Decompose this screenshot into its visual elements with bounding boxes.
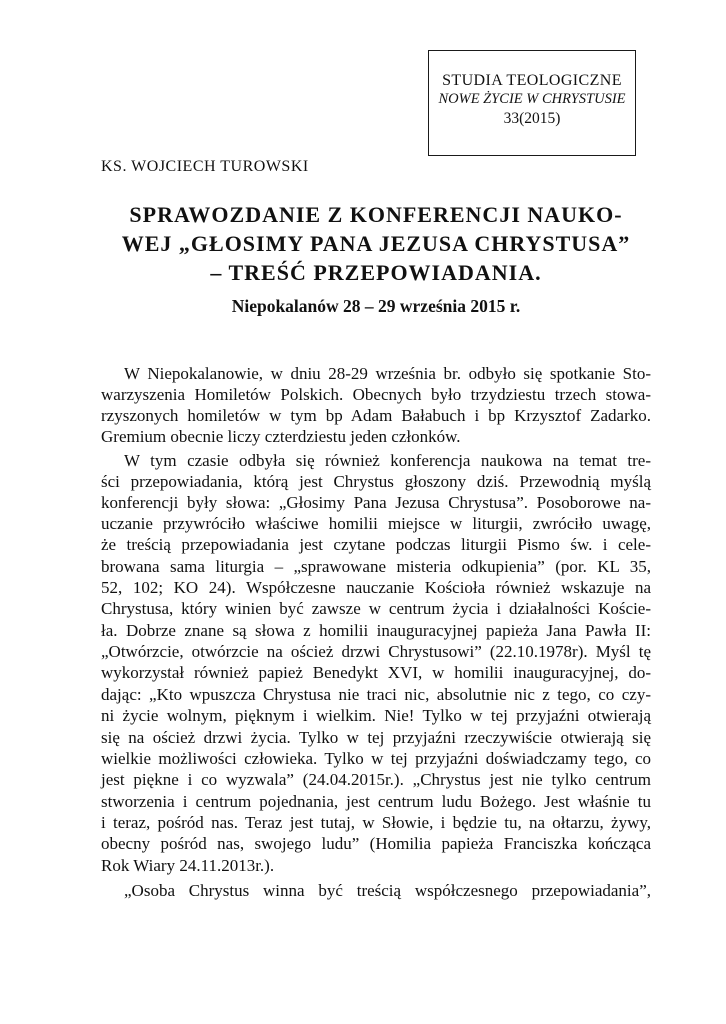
body-text-line: dając: „Kto wpuszcza Chrystusa nie traci nic, absolutnie nic z tego, co czy- xyxy=(101,685,651,704)
body-text-line: 52, 102; KO 24). Współczesne nauczanie Kościoła również wskazuje na xyxy=(101,578,651,597)
journal-header-box xyxy=(428,50,636,156)
body-text-line: W tym czasie odbyła się również konferencja naukowa na temat tre- xyxy=(124,451,651,470)
body-text-line: Chrystusa, który winien być zawsze w centrum życia i działalności Koście- xyxy=(101,599,651,618)
body-text-line: ła. Dobrze znane są słowa z homilii inauguracyjnej papieża Jana Pawła II: xyxy=(101,621,651,640)
body-text-line: się na oścież drzwi życia. Tylko w tej przyjaźni rzeczywiście otwierają się xyxy=(101,728,651,747)
journal-issue: 33(2015) xyxy=(503,110,561,127)
article-title-block xyxy=(101,202,651,322)
body-text-line: rzyszonych homiletów w tym bp Adam Bałabuch i bp Krzysztof Zadarko. xyxy=(101,406,651,425)
body-text-line: obecny pośród nas, swojego ludu” (Homilia papieża Franciszka kończąca xyxy=(101,834,651,853)
body-text-line: ści przepowiadania, którą jest Chrystus głoszony dziś. Przewodnią myślą xyxy=(101,472,651,491)
body-text-line: konferencji były słowa: „Głosimy Pana Jezusa Chrystusa”. Posoborowe na- xyxy=(101,493,651,512)
body-text-line: Gremium obecnie liczy czterdziestu jeden członków. xyxy=(101,427,461,446)
body-text-line: Rok Wiary 24.11.2013r.). xyxy=(101,856,275,875)
body-text-line: W Niepokalanowie, w dniu 28-29 września br. odbyło się spotkanie Sto- xyxy=(124,364,651,383)
body-text-line: browana sama liturgia – „sprawowane misteria odkupienia” (por. KL 35, xyxy=(101,557,651,576)
journal-name: STUDIA TEOLOGICZNE xyxy=(442,72,622,89)
body-text-line: ni życie wolnym, pięknym i wielkim. Nie! Tylko w tej przyjaźni otwierają xyxy=(101,706,651,725)
body-text-line: uczanie przywróciło właściwe homilii miejsce w liturgii, zwróciło uwagę, xyxy=(101,514,651,533)
body-text-line: i teraz, pośród nas. Teraz jest tutaj, w Słowie, i będzie tu, na ołtarzu, żywy, xyxy=(101,813,651,832)
article-author: KS. WOJCIECH TUROWSKI xyxy=(101,158,309,175)
body-text-line: jest piękne i co wyzwala” (24.04.2015r.). „Chrystus jest nie tylko centrum xyxy=(101,770,651,789)
body-text-line: wykorzystał również papież Benedykt XVI, w homilii inauguracyjnej, do- xyxy=(101,663,651,682)
article-title-line: WEJ „GŁOSIMY PANA JEZUSA CHRYSTUSA” xyxy=(121,231,631,256)
article-title-line: SPRAWOZDANIE Z KONFERENCJI NAUKO- xyxy=(129,202,623,227)
article-subtitle: Niepokalanów 28 – 29 września 2015 r. xyxy=(231,296,521,316)
body-text-line: „Osoba Chrystus winna być treścią współczesnego przepowiadania”, xyxy=(124,881,651,900)
body-text-line: że treścią przepowiadania jest czytane podczas liturgii Pismo św. i cele- xyxy=(101,535,651,554)
body-text-line: warzyszenia Homiletów Polskich. Obecnych było trzydziestu trzech stowa- xyxy=(101,385,651,404)
body-text-line: wielkie możliwości człowieka. Tylko w tej przyjaźni doświadczamy tego, co xyxy=(101,749,651,768)
journal-series: NOWE ŻYCIE W CHRYSTUSIE xyxy=(438,91,626,107)
article-title-line: – TREŚĆ PRZEPOWIADANIA. xyxy=(210,260,542,285)
body-text-line: „Otwórzcie, otwórzcie na oścież drzwi Chrystusowi” (22.10.1978r). Myśl tę xyxy=(101,642,651,661)
body-text-line: stworzenia i centrum pojednania, jest centrum ludu Bożego. Jest właśnie tu xyxy=(101,792,651,811)
